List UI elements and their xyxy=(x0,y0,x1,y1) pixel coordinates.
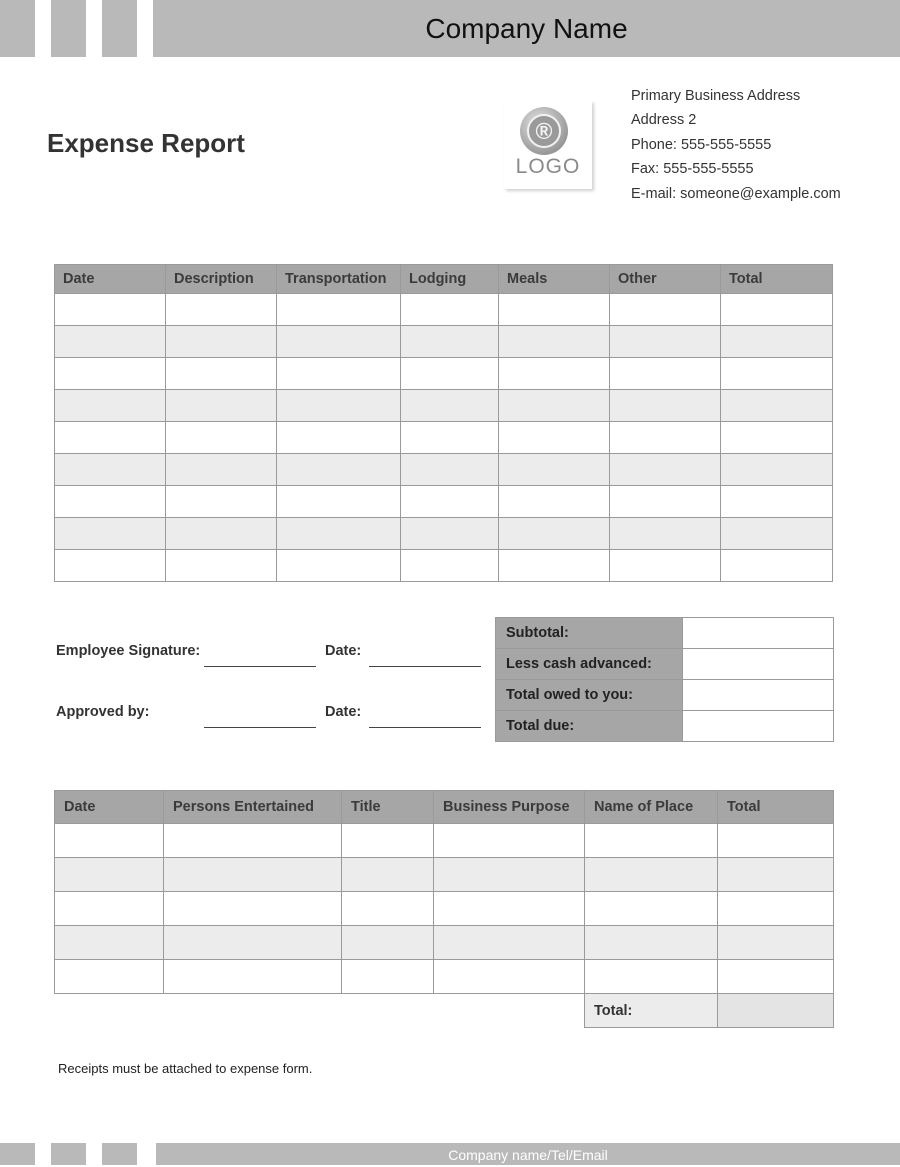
table-cell[interactable] xyxy=(718,824,834,858)
column-header: Persons Entertained xyxy=(164,791,342,824)
table-row xyxy=(55,824,834,858)
approved-by-label: Approved by: xyxy=(56,704,150,720)
column-header: Date xyxy=(55,791,164,824)
table-cell[interactable] xyxy=(610,294,721,326)
column-header: Business Purpose xyxy=(434,791,585,824)
employee-signature-field[interactable] xyxy=(204,666,316,667)
subtotal-value[interactable] xyxy=(683,618,834,649)
table-cell[interactable] xyxy=(277,294,401,326)
header-decor-block-2 xyxy=(51,0,86,57)
table-cell[interactable] xyxy=(55,390,166,422)
table-cell[interactable] xyxy=(166,294,277,326)
phone: Phone: 555-555-5555 xyxy=(631,136,772,153)
table-cell[interactable] xyxy=(401,518,499,550)
total-value[interactable] xyxy=(718,994,834,1028)
table-row xyxy=(55,454,833,486)
table-cell[interactable] xyxy=(499,390,610,422)
table-cell[interactable] xyxy=(585,960,718,994)
table-cell[interactable] xyxy=(55,454,166,486)
address-line-2: Address 2 xyxy=(631,112,697,129)
column-header: Transportation xyxy=(277,265,401,294)
column-header: Lodging xyxy=(401,265,499,294)
table-cell[interactable] xyxy=(164,960,342,994)
subtotal-label: Subtotal: xyxy=(496,618,683,649)
cash-advanced-label: Less cash advanced: xyxy=(496,649,683,680)
employee-date-field[interactable] xyxy=(369,666,481,667)
table-cell[interactable] xyxy=(277,422,401,454)
table-cell[interactable] xyxy=(721,294,833,326)
table-cell[interactable] xyxy=(55,294,166,326)
table-cell[interactable] xyxy=(434,892,585,926)
footer-text: Company name/Tel/Email xyxy=(448,1147,608,1163)
address-line-1: Primary Business Address xyxy=(631,88,801,104)
table-cell[interactable] xyxy=(401,550,499,582)
logo-text: LOGO xyxy=(515,155,581,178)
table-cell[interactable] xyxy=(585,926,718,960)
table-cell[interactable] xyxy=(401,422,499,454)
table-cell[interactable] xyxy=(718,960,834,994)
footer-bar xyxy=(156,1143,900,1165)
summary-row xyxy=(496,618,834,649)
table-row xyxy=(55,960,834,994)
table-cell[interactable] xyxy=(718,858,834,892)
table-cell[interactable] xyxy=(721,454,833,486)
table-cell[interactable] xyxy=(610,550,721,582)
table-cell[interactable] xyxy=(610,518,721,550)
total-due-label: Total due: xyxy=(496,711,683,742)
table-cell[interactable] xyxy=(55,486,166,518)
table-cell[interactable] xyxy=(277,358,401,390)
table-cell[interactable] xyxy=(721,518,833,550)
table-cell[interactable] xyxy=(434,926,585,960)
table-cell[interactable] xyxy=(401,326,499,358)
table-cell[interactable] xyxy=(55,358,166,390)
table-cell[interactable] xyxy=(499,326,610,358)
summary-table xyxy=(495,617,834,742)
table-cell[interactable] xyxy=(166,326,277,358)
table-cell[interactable] xyxy=(721,326,833,358)
table-row xyxy=(55,294,833,326)
table-cell[interactable] xyxy=(718,926,834,960)
table-cell[interactable] xyxy=(166,358,277,390)
table-cell[interactable] xyxy=(499,422,610,454)
table-cell[interactable] xyxy=(401,390,499,422)
logo xyxy=(504,101,592,189)
table-cell[interactable] xyxy=(277,518,401,550)
table-cell[interactable] xyxy=(401,486,499,518)
expense-table xyxy=(54,264,833,582)
table-cell[interactable] xyxy=(277,454,401,486)
email: E-mail: someone@example.com xyxy=(631,185,841,202)
table-cell[interactable] xyxy=(277,486,401,518)
footer-decor-block-2 xyxy=(51,1143,86,1165)
table-cell[interactable] xyxy=(55,518,166,550)
table-row xyxy=(55,486,833,518)
column-header: Other xyxy=(610,265,721,294)
approved-date-field[interactable] xyxy=(369,727,481,728)
table-cell[interactable] xyxy=(342,960,434,994)
table-cell[interactable] xyxy=(585,858,718,892)
table-cell[interactable] xyxy=(342,892,434,926)
registered-icon: ® xyxy=(520,107,568,155)
table-cell[interactable] xyxy=(164,892,342,926)
table-cell[interactable] xyxy=(164,824,342,858)
table-cell[interactable] xyxy=(721,550,833,582)
table-cell[interactable] xyxy=(721,358,833,390)
table-row xyxy=(55,390,833,422)
table-cell[interactable] xyxy=(721,486,833,518)
table-cell[interactable] xyxy=(499,550,610,582)
table-row xyxy=(55,422,833,454)
column-header: Description xyxy=(166,265,277,294)
table-cell[interactable] xyxy=(277,326,401,358)
header-decor-block-1 xyxy=(0,0,35,57)
table-cell[interactable] xyxy=(585,824,718,858)
summary-row xyxy=(496,680,834,711)
table-cell[interactable] xyxy=(55,550,166,582)
table-cell[interactable] xyxy=(434,824,585,858)
entertainment-table xyxy=(54,790,834,1028)
table-cell[interactable] xyxy=(585,892,718,926)
table-cell[interactable] xyxy=(55,858,164,892)
total-row xyxy=(55,994,834,1028)
table-cell[interactable] xyxy=(610,390,721,422)
table-cell[interactable] xyxy=(55,892,164,926)
table-cell[interactable] xyxy=(499,454,610,486)
column-header: Title xyxy=(342,791,434,824)
table-row xyxy=(55,518,833,550)
spacer xyxy=(55,994,585,1028)
approved-date-label: Date: xyxy=(325,704,362,720)
header-bar xyxy=(153,0,900,57)
column-header: Date xyxy=(55,265,166,294)
table-cell[interactable] xyxy=(55,926,164,960)
table-cell[interactable] xyxy=(277,550,401,582)
table-cell[interactable] xyxy=(401,294,499,326)
column-header: Name of Place xyxy=(585,791,718,824)
table-cell[interactable] xyxy=(55,422,166,454)
table-cell[interactable] xyxy=(166,454,277,486)
table-row xyxy=(55,892,834,926)
table-cell[interactable] xyxy=(166,486,277,518)
table-row xyxy=(55,550,833,582)
table-cell[interactable] xyxy=(499,518,610,550)
table-cell[interactable] xyxy=(610,454,721,486)
table-cell[interactable] xyxy=(164,926,342,960)
expense-header-row xyxy=(55,265,833,294)
table-row xyxy=(55,358,833,390)
approved-by-field[interactable] xyxy=(204,727,316,728)
table-cell[interactable] xyxy=(499,294,610,326)
table-cell[interactable] xyxy=(610,326,721,358)
table-cell[interactable] xyxy=(277,390,401,422)
table-cell[interactable] xyxy=(718,892,834,926)
table-cell[interactable] xyxy=(342,824,434,858)
receipts-note: Receipts must be attached to expense form. xyxy=(58,1061,313,1076)
table-cell[interactable] xyxy=(166,422,277,454)
table-cell[interactable] xyxy=(721,390,833,422)
total-owed-value[interactable] xyxy=(683,680,834,711)
employee-date-label: Date: xyxy=(325,643,362,659)
table-cell[interactable] xyxy=(55,326,166,358)
footer-decor-block-3 xyxy=(102,1143,137,1165)
company-name: Company Name xyxy=(425,12,628,44)
page-title: Expense Report xyxy=(47,128,245,158)
table-cell[interactable] xyxy=(499,358,610,390)
table-cell[interactable] xyxy=(401,358,499,390)
total-label: Total: xyxy=(585,994,718,1028)
table-cell[interactable] xyxy=(55,960,164,994)
entertainment-header-row xyxy=(55,791,834,824)
column-header: Meals xyxy=(499,265,610,294)
column-header: Total xyxy=(721,265,833,294)
summary-row xyxy=(496,711,834,742)
fax: Fax: 555-555-5555 xyxy=(631,161,754,178)
footer-decor-block-1 xyxy=(0,1143,35,1165)
cash-advanced-value[interactable] xyxy=(683,649,834,680)
header-decor-block-3 xyxy=(102,0,137,57)
table-cell[interactable] xyxy=(342,858,434,892)
table-cell[interactable] xyxy=(164,858,342,892)
table-cell[interactable] xyxy=(166,518,277,550)
table-row xyxy=(55,326,833,358)
table-cell[interactable] xyxy=(610,422,721,454)
table-cell[interactable] xyxy=(166,390,277,422)
column-header: Total xyxy=(718,791,834,824)
table-row xyxy=(55,926,834,960)
table-cell[interactable] xyxy=(166,550,277,582)
table-cell[interactable] xyxy=(721,422,833,454)
table-cell[interactable] xyxy=(610,358,721,390)
total-owed-label: Total owed to you: xyxy=(496,680,683,711)
table-cell[interactable] xyxy=(610,486,721,518)
address-block xyxy=(631,86,841,208)
employee-signature-label: Employee Signature: xyxy=(56,643,201,659)
table-cell[interactable] xyxy=(401,454,499,486)
table-cell[interactable] xyxy=(434,858,585,892)
table-cell[interactable] xyxy=(55,824,164,858)
summary-row xyxy=(496,649,834,680)
table-row xyxy=(55,858,834,892)
table-cell[interactable] xyxy=(342,926,434,960)
total-due-value[interactable] xyxy=(683,711,834,742)
table-cell[interactable] xyxy=(499,486,610,518)
table-cell[interactable] xyxy=(434,960,585,994)
